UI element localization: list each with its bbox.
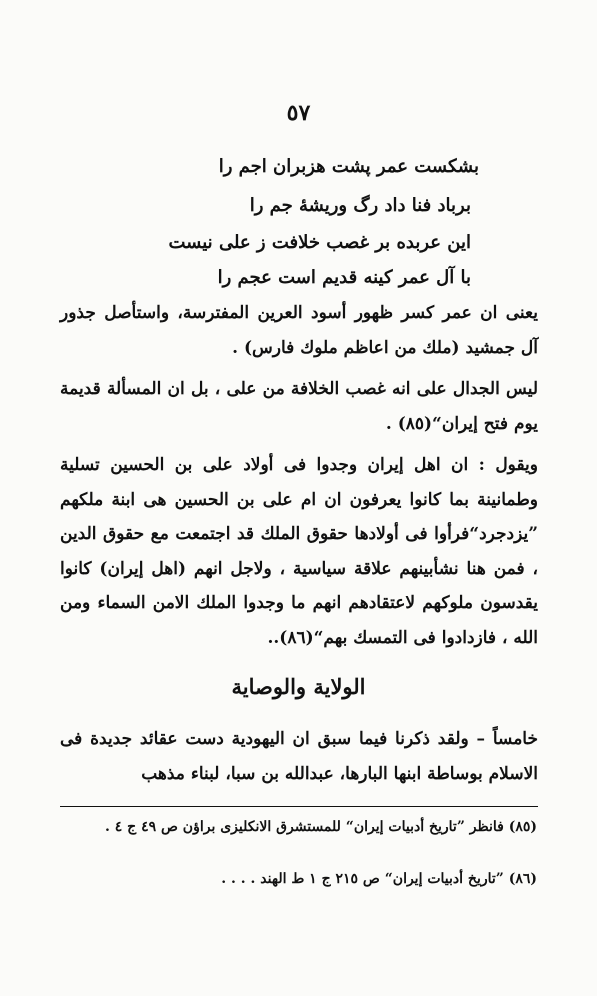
paragraph-continuation: ليس الجدال على انه غصب الخلافة من على ، بل ان المسألة قديمة يوم فتح إيران“(٨٥) . (60, 379, 538, 434)
footnote-divider (60, 806, 538, 807)
section-heading: الولاية والوصاية (231, 674, 366, 699)
verse-line: بشكست عمر پشت هزبران اجم را (218, 156, 479, 177)
footnote-85: (٨٥) فانظر ”تاريخ أدبيات إيران“ للمستشرق الانكليزى براؤن ص ٤٩ ج ٤ . (105, 819, 537, 835)
verse-line: اين عربده بر غصب خلافت ز على نيست (168, 232, 471, 253)
paragraph-translation: يعنى ان عمر كسر ظهور أسود العرين المفترسة، واستأصل جذور آل جمشيد (ملك من اعاظم ملوك فارس) . (60, 303, 538, 358)
page-number: ٥٧ (286, 100, 311, 126)
footnote-86: (٨٦) ”تاريخ أدبيات إيران“ ص ٢١٥ ج ١ ط الهند . . . . (221, 871, 537, 887)
paragraph-quote: ويقول : ان اهل إيران وجدوا فى أولاد على بن الحسين تسلية وطمانينة بما كانوا يعرفون ان ام على بن الحسين هى ابنة ملكهم ”يزدجرد“فرأوا فى أولادها حقوق الملك قد اجتمعت مع حقوق الدين ، فمن هنا نشأبينهم علاقة سياسية ، ولاجل انهم (اهل إيران) كانوا يقدسون ملوكهم لاعتقادهم انهم ما وجدوا الملك الامن السماء ومن الله ، فازدادوا فى التمسك بهم“(٨٦).. (60, 455, 538, 648)
verse-line: برباد فنا داد رگ وريشهٔ جم را (249, 195, 471, 216)
paragraph-section: خامساً – ولقد ذكرنا فيما سبق ان اليهودية دست عقائد جديدة فى الاسلام بوساطة ابنها البارها، عبدالله بن سبا، لبناء مذهب (60, 729, 538, 784)
verse-line: با آل عمر كينه قديم است عجم را (217, 267, 471, 288)
